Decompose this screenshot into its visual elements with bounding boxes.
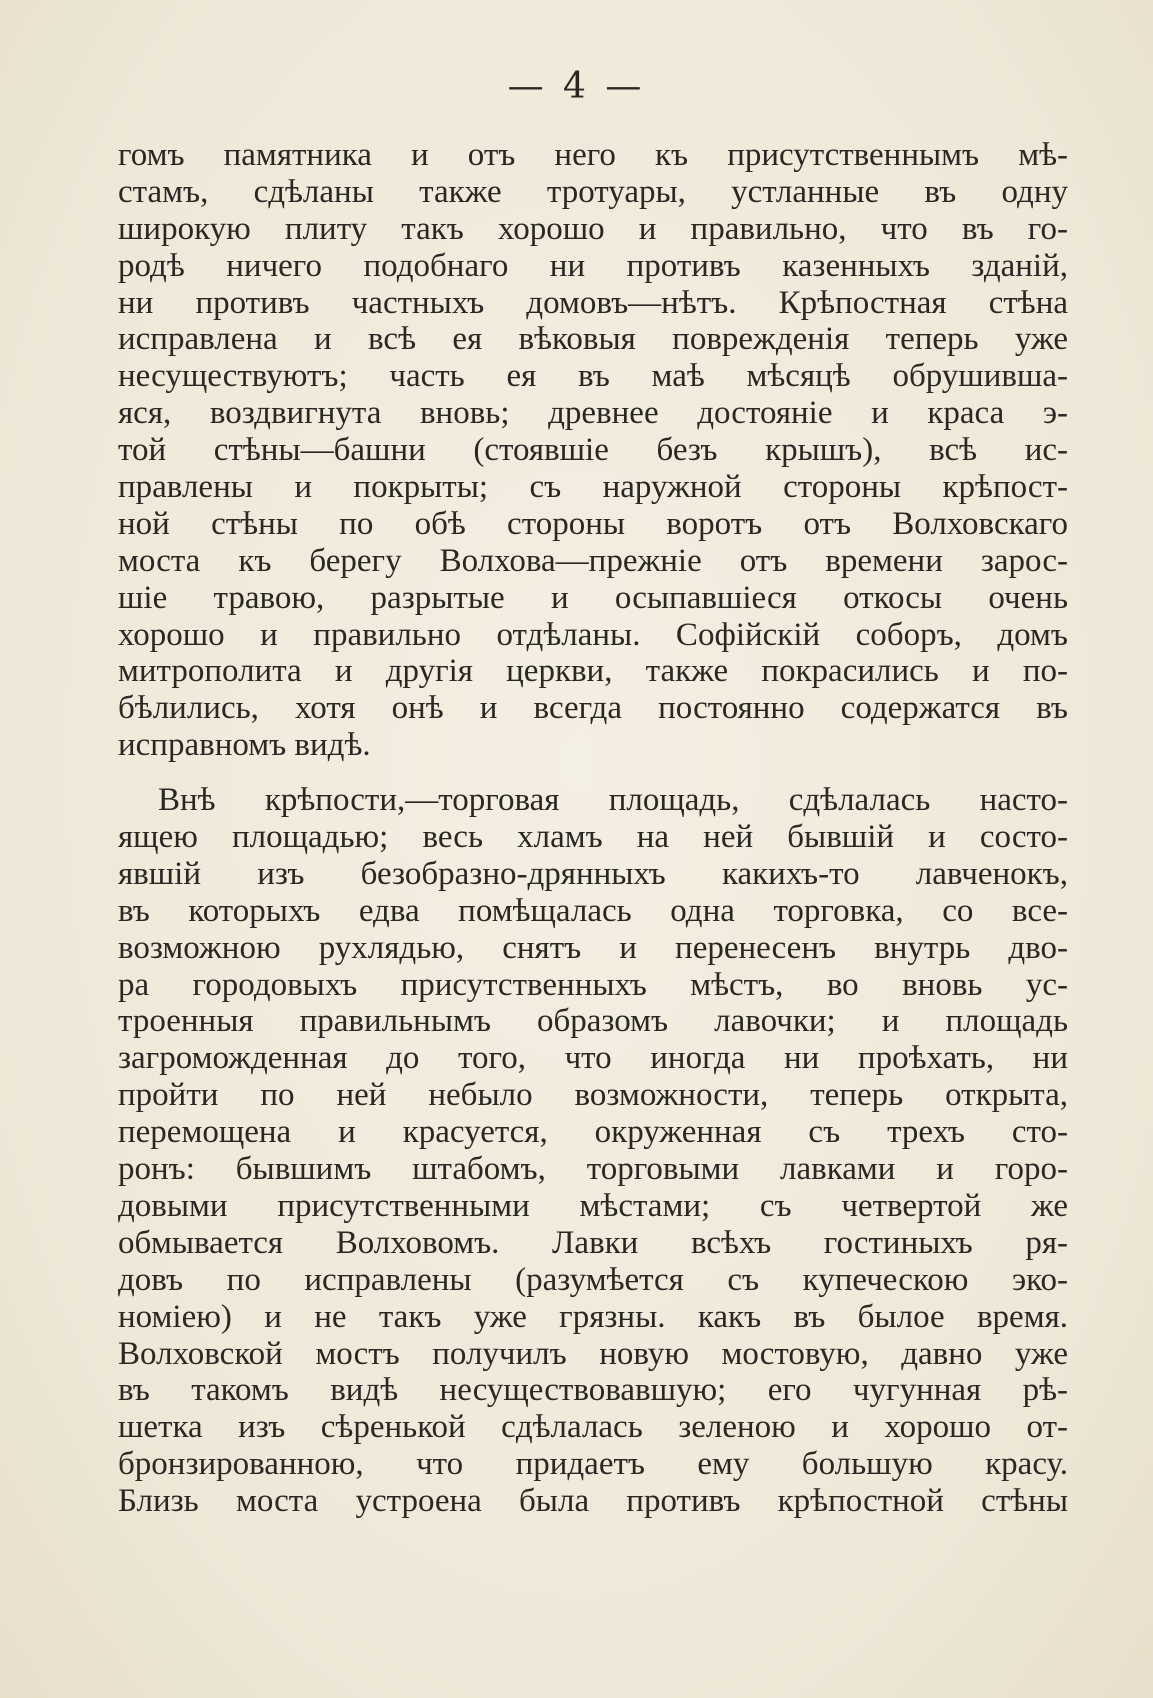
text-line: довъ по исправлены (разумѣется съ купеческою эко- — [118, 1261, 1068, 1298]
text-line: Внѣ крѣпости,—торговая площадь, сдѣлалась насто- — [158, 782, 1068, 819]
text-line: шетка изъ сѣренькой сдѣлалась зеленою и хорошо от- — [118, 1409, 1068, 1446]
text-line: несуществуютъ; часть ея въ маѣ мѣсяцѣ обрушивша- — [118, 358, 1068, 395]
text-line: исправлена и всѣ ея вѣковыя поврежденія теперь уже — [118, 321, 1068, 358]
page-number: — 4 — — [507, 66, 646, 107]
text-line: исправномъ видѣ. — [118, 727, 371, 764]
text-line: явшій изъ безобразно-дрянныхъ какихъ-то лавченокъ, — [118, 855, 1068, 892]
text-line: той стѣны—башни (стоявшіе безъ крышъ), всѣ ис- — [118, 432, 1068, 469]
text-line: бронзированною, что придаетъ ему большую красу. — [118, 1446, 1068, 1483]
text-line: въ такомъ видѣ несуществовавшую; его чугунная рѣ- — [118, 1372, 1068, 1409]
text-line: ронъ: бывшимъ штабомъ, торговыми лавками и горо- — [118, 1151, 1068, 1188]
text-line: довыми присутственными мѣстами; съ четвертой же — [118, 1187, 1068, 1224]
paragraph — [118, 782, 1068, 1520]
text-line: правлены и покрыты; съ наружной стороны крѣпост- — [118, 469, 1068, 506]
text-line: Волховской мостъ получилъ новую мостовую, давно уже — [118, 1335, 1068, 1372]
text-line: перемощена и красуется, окруженная съ трехъ сто- — [118, 1114, 1068, 1151]
text-line: ной стѣны по обѣ стороны воротъ отъ Волховскаго — [118, 505, 1068, 542]
text-line: гомъ памятника и отъ него къ присутственнымъ мѣ- — [118, 137, 1068, 173]
text-line: родѣ ничего подобнаго ни противъ казенныхъ зданій, — [118, 247, 1068, 284]
body-text — [118, 137, 1068, 1520]
text-line: троенныя правильнымъ образомъ лавочки; и площадь — [118, 1003, 1068, 1040]
text-line: возможною рухлядью, снятъ и перенесенъ внутрь дво- — [118, 929, 1068, 966]
text-line: яся, воздвигнута вновь; древнее достояніе и краса э- — [118, 395, 1068, 432]
text-line: загроможденная до того, что иногда ни проѣхать, ни — [118, 1040, 1068, 1077]
text-line: пройти по ней небыло возможности, теперь открыта, — [118, 1077, 1068, 1114]
text-line: ни противъ частныхъ домовъ—нѣтъ. Крѣпостная стѣна — [118, 284, 1068, 321]
text-line: номіею) и не такъ уже грязны. какъ въ былое время. — [118, 1298, 1068, 1335]
text-line: шіе травою, разрытые и осыпавшіеся откосы очень — [118, 579, 1068, 616]
text-line: широкую плиту такъ хорошо и правильно, что въ го- — [118, 210, 1068, 247]
text-line: ящею площадью; весь хламъ на ней бывшій и состо- — [118, 819, 1068, 856]
text-line: въ которыхъ едва помѣщалась одна торговка, со все- — [118, 892, 1068, 929]
text-line: моста къ берегу Волхова—прежніе отъ времени зарос- — [118, 542, 1068, 579]
paragraph — [118, 137, 1068, 764]
text-line: обмывается Волховомъ. Лавки всѣхъ гостиныхъ ря- — [118, 1224, 1068, 1261]
text-line: митрополита и другія церкви, также покрасились и по- — [118, 653, 1068, 690]
text-line: Близь моста устроена была противъ крѣпостной стѣны — [118, 1483, 1068, 1520]
text-line: ра городовыхъ присутственныхъ мѣстъ, во вновь ус- — [118, 966, 1068, 1003]
text-line: стамъ, сдѣланы также тротуары, устланные въ одну — [118, 173, 1068, 210]
text-line: бѣлились, хотя онѣ и всегда постоянно содержатся въ — [118, 690, 1068, 727]
text-line: хорошо и правильно отдѣланы. Софійскій соборъ, домъ — [118, 616, 1068, 653]
